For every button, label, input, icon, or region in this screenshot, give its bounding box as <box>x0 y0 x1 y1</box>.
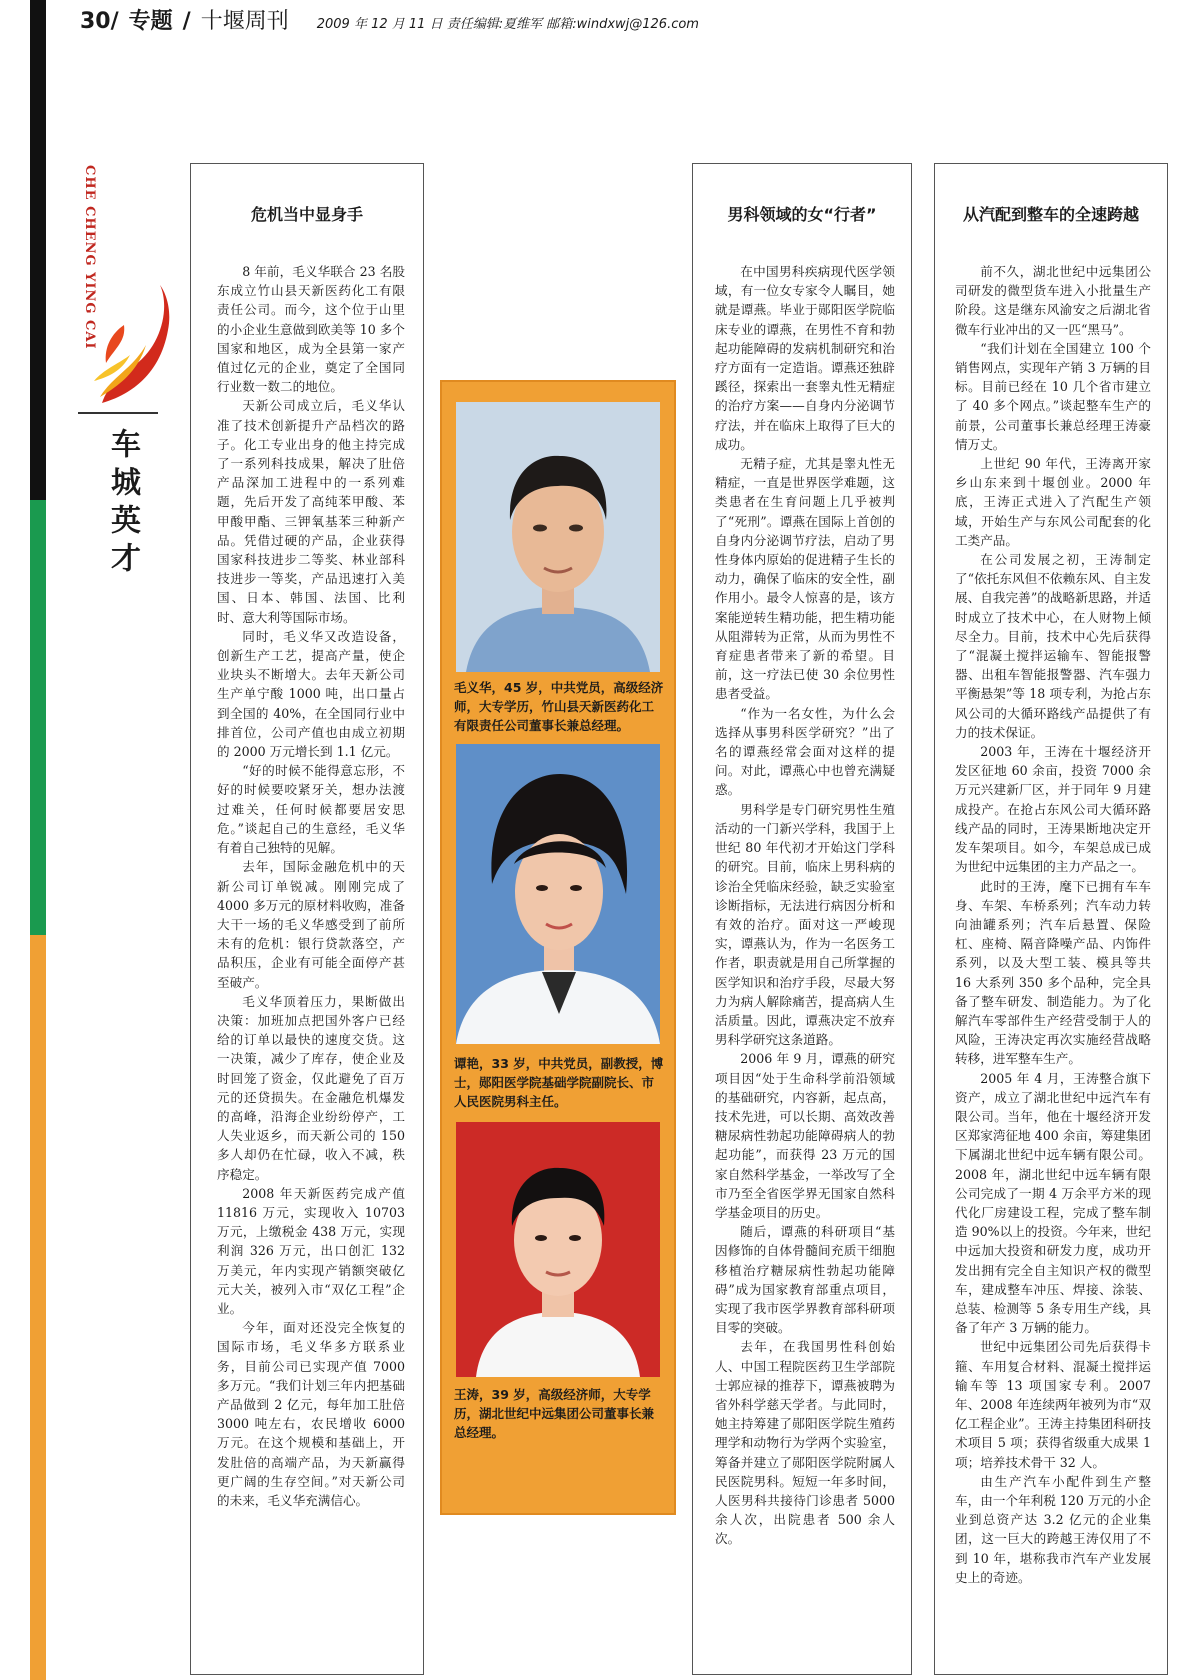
paragraph: 同时，毛义华又改造设备，创新生产工艺，提高产量，使企业块头不断增大。去年天新公司生产单宁酸 1000 吨，出口量占到全国的 40%，在全国同行业中排首位，公司产值也由成立初期的 2000 万元增长到 1.1 亿元。 <box>217 628 405 760</box>
section-name: 专题 <box>128 9 173 34</box>
article-1-title: 危机当中显身手 <box>250 205 363 224</box>
article-3 <box>934 163 1168 1675</box>
paragraph: 2006 年 9 月，谭燕的研究项目因“处于生命科学前沿领域的基础研究，内容新，起点高，技术先进，可以长期、高效改善糖尿病性勃起功能障碍病人的勃起功能”，而获得 23 万元的国家自然科学基金，一举改写了全市乃至全省医学界无国家自然科学基金项目的历史。 <box>715 1051 895 1220</box>
article-3-body <box>955 262 1151 1587</box>
column-title-english: CHE CHENG YING CAI <box>82 165 97 350</box>
article-2-title: 男科领域的女“行者” <box>727 205 877 224</box>
article-1 <box>190 163 424 1675</box>
sidebar-bar-black <box>30 0 46 500</box>
profile-caption-tan: 谭艳，33 岁，中共党员，副教授，博士，郧阳医学院基础学院副院长、市人民医院男科主任。 <box>454 1056 664 1109</box>
flame-logo-icon <box>90 285 190 415</box>
paragraph: 世纪中远集团公司先后获得卡箍、车用复合材料、混凝土搅拌运输车等 13 项国家专利。2007 年、2008 年连续两年被列为市“双亿工程企业”。王涛主持集团科研技术项目 5 项；获得省级重大成果 1 项；培养技术骨干 32 人。 <box>955 1339 1151 1470</box>
portrait-photo-tan <box>456 744 660 1044</box>
article-2-body <box>715 262 895 1549</box>
header-slash: / <box>182 9 191 34</box>
paragraph: 2003 年，王涛在十堰经济开发区征地 60 余亩，投资 7000 余万元兴建新厂区，并于同年 9 月建成投产。在抢占东风公司大循环路线产品的同时，王涛果断地决定开发车架项目。如今，车架总成已成为世纪中远集团的主力产品之一。 <box>955 744 1151 875</box>
paragraph: 毛义华顶着压力，果断做出决策：加班加点把国外客户已经给的订单以最快的速度交货。这一决策，减少了库存，使企业及时回笼了资金，仅此避免了百万元的还贷损失。在金融危机爆发的高峰，沿海企业纷纷停产，工人失业返乡，而天新公司的 150 多人却仍在忙碌，收入不减，秩序稳定。 <box>217 993 405 1182</box>
paragraph: 今年，面对还没完全恢复的国际市场，毛义华多方联系业务，目前公司已实现产值 7000 多万元。“我们计划三年内把基础产品做到 2 亿元，每年加工肚倍 3000 吨左右，农民增收 6000 万元。在这个规模和基础上，开发肚倍的高端产品，为天新赢得更广阔的生存空间。”对天新公司的未来，毛义华充满信心。 <box>217 1320 405 1508</box>
portrait-photo-mao <box>456 402 660 672</box>
profile-caption-wang: 王涛，39 岁，高级经济师，大专学历，湖北世纪中远集团公司董事长兼总经理。 <box>454 1387 655 1440</box>
profile-photo-panel <box>440 380 676 1515</box>
page-number: 30/ <box>80 9 119 34</box>
paragraph: 在公司发展之初，王涛制定了“依托东风但不依赖东风、自主发展、自我完善”的战略新思路，并适时成立了技术中心，在人财物上倾尽全力。目前，技术中心先后获得了“混凝土搅拌运输车、智能报警器、出租车智能报警器、汽车强力平衡悬架”等 18 项专利，为抢占东风公司的大循环路线产品提供了有力的技术保证。 <box>955 552 1151 740</box>
portrait-photo-wang <box>456 1122 660 1377</box>
sidebar-bar-orange <box>30 935 46 1680</box>
paragraph: “作为一名女性，为什么会选择从事男科医学研究？”出了名的谭燕经常会面对这样的提问。对此，谭燕心中也曾充满疑惑。 <box>715 705 895 798</box>
paragraph: 去年，在我国男性科创始人、中国工程院医药卫生学部院士郭应禄的推荐下，谭燕被聘为省外科学慈天学者。与此同时，她主持筹建了郧阳医学院生殖药理学和动物行为学两个实验室，筹备并建立了郧阳医学院附属人民医院男科。短短一年多时间，人医男科共接待门诊患者 5000 余人次，出院患者 500 余人次。 <box>715 1339 895 1547</box>
paragraph: 由生产汽车小配件到生产整车，由一个年利税 120 万元的小企业到总资产达 3.2 亿元的企业集团，这一巨大的跨越王涛仅用了不到 10 年，堪称我市汽车产业发展史上的奇迹。 <box>955 1473 1151 1585</box>
article-1-body <box>217 262 405 1510</box>
paragraph: 去年，国际金融危机中的天新公司订单锐减。刚刚完成了 4000 多万元的原材料收购，准备大干一场的毛义华感受到了前所未有的危机：银行贷款落空，产品积压，企业有可能全面停产甚至破产。 <box>217 859 405 990</box>
article-3-title: 从汽配到整车的全速跨越 <box>962 205 1139 224</box>
paragraph: 8 年前，毛义华联合 23 名股东成立竹山县天新医药化工有限责任公司。而今，这个位于山里的小企业生意做到欧美等 10 多个国家和地区，成为全县第一家产值过亿元的企业，奠定了全国同行业数一数二的地位。 <box>217 264 405 395</box>
paragraph: 2005 年 4 月，王涛整合旗下资产，成立了湖北世纪中远汽车有限公司。当年，他在十堰经济开发区郑家湾征地 400 余亩，筹建集团下属湖北世纪中远车辆有限公司。2008 年，湖北世纪中远车辆有限公司完成了一期 4 万余平方米的现代化厂房建设工程，完成了整车制造 90%以上的投资。今年来，世纪中远加大投资和研发力度，成功开发出拥有完全自主知识产权的微型车，建成整车冲压、焊接、涂装、总装、检测等 5 条专用生产线，具备了年产 3 万辆的能力。 <box>955 1070 1151 1336</box>
profile-caption-mao: 毛义华，45 岁，中共党员，高级经济师，大专学历，竹山县天新医药化工有限责任公司董事长兼总经理。 <box>454 680 664 733</box>
sidebar-bar-green <box>30 500 46 935</box>
paragraph: “我们计划在全国建立 100 个销售网点，实现年产销 3 万辆的目标。目前已经在 10 几个省市建立了 40 多个网点。”谈起整车生产的前景，公司董事长兼总经理王涛豪情万丈。 <box>955 340 1151 452</box>
paragraph: 天新公司成立后，毛义华认准了技术创新提升产品档次的路子。化工专业出身的他主持完成了一系列科技成果，解决了肚倍产品深加工进程中的一系列难题，先后开发了高纯苯甲酸、苯甲酸甲酯、三钾氧基苯三种新产品。凭借过硬的产品，企业获得国家科技进步二等奖、林业部科技进步一等奖，产品迅速打入美国、日本、韩国、法国、比利时、意大利等国际市场。 <box>217 398 405 625</box>
logo-rule <box>78 412 158 414</box>
paragraph: 此时的王涛，麾下已拥有车车身、车架、车桥系列；汽车动力转向油罐系列；汽车后悬置、保险杠、座椅、隔音降噪产品、内饰件系列，以及大型工装、模具等共 16 大系列 350 多个品种，完全具备了整车研发、制造能力。为了化解汽车零部件生产经营受制于人的风险，王涛决定再次实施经营战略转移，进军整车生产。 <box>955 878 1151 1067</box>
column-title: 车城英才 <box>105 428 140 580</box>
paragraph: 2008 年天新医药完成产值 11816 万元，实现收入 10703 万元，上缴税金 438 万元，实现利润 326 万元，出口创汇 132 万美元，年内实现产销额突破亿元大关，被列入市“双亿工程”企业。 <box>217 1185 405 1316</box>
paragraph: “好的时候不能得意忘形，不好的时候要咬紧牙关，想办法渡过难关，任何时候都要居安思危。”谈起自己的生意经，毛义华有着自己独特的见解。 <box>217 763 405 856</box>
paragraph: 随后，谭燕的科研项目“基因修饰的自体骨髓间充质干细胞移植治疗糖尿病性勃起功能障碍”成为国家教育部重点项目，实现了我市医学界教育部科研项目零的突破。 <box>715 1224 895 1336</box>
paragraph: 在中国男科疾病现代医学领域，有一位女专家令人瞩目，她就是谭燕。毕业于郧阳医学院临床专业的谭燕，在男性不育和勃起功能障碍的发病机制研究和治疗方面有一定造诣。谭燕还独辟蹊径，探索出一套睾丸性无精症的治疗方案——自身内分泌调节疗法，并在临床上取得了巨大的成功。 <box>715 264 895 452</box>
paragraph: 前不久，湖北世纪中远集团公司研发的微型货车进入小批量生产阶段。这是继东风渝安之后湖北省微车行业冲出的又一匹“黑马”。 <box>955 264 1151 337</box>
article-2 <box>692 163 912 1675</box>
paragraph: 男科学是专门研究男性生殖活动的一门新兴学科，我国于上世纪 80 年代初才开始这门学科的研究。目前，临床上男科病的诊治全凭临床经验，缺乏实验室诊断指标，无法进行病因分析和有效的治疗。面对这一严峻现实，谭燕认为，作为一名医务工作者，职责就是用自己所掌握的医学知识和治疗手段，尽最大努力为病人解除痛苦，提高病人生活质量。因此，谭燕决定不放弃男科学研究这条道路。 <box>715 801 895 1048</box>
issue-info: 2009 年 12 月 11 日 责任编辑:夏维军 邮箱:windxwj@126.com <box>316 17 699 32</box>
page-header <box>80 4 699 32</box>
paragraph: 上世纪 90 年代，王涛离开家乡山东来到十堰创业。2000 年底，王涛正式进入了汽配生产领域，开始生产与东风公司配套的化工类产品。 <box>955 456 1151 548</box>
paper-name: 十堰周刊 <box>200 9 289 34</box>
paragraph: 无精子症，尤其是睾丸性无精症，一直是世界医学难题，这类患者在生育问题上几乎被判了“死刑”。谭燕在国际上首创的自身内分泌调节疗法，启动了男性身体内原始的促进精子生长的动力，确保了临床的安全性，副作用小。最令人惊喜的是，该方案能逆转生精功能，把生精功能从阻滞转为正常，从而为男性不育症患者带来了新的希望。目前，这一疗法已使 30 余位男性患者受益。 <box>715 456 895 702</box>
